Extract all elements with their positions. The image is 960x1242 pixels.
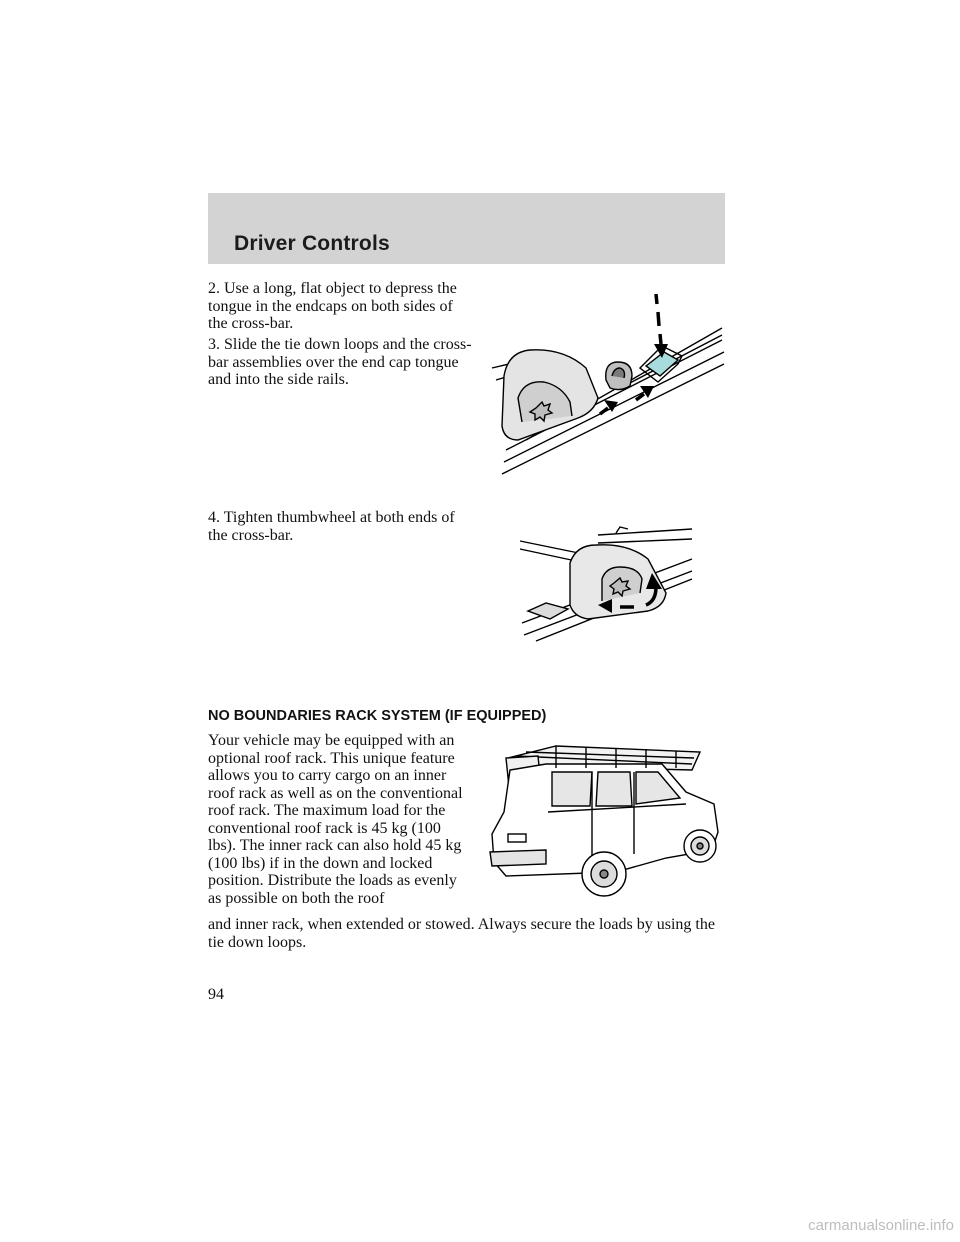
step-3-text: 3. Slide the tie down loops and the cross-bar assemblies over the end cap tongue and into the side rails. [208, 336, 472, 388]
suv-roof-rack-illustration [486, 742, 726, 902]
section-heading: NO BOUNDARIES RACK SYSTEM (IF EQUIPPED) [208, 708, 547, 724]
thumbwheel-illustration [516, 523, 696, 643]
rack-description-text: Your vehicle may be equipped with an optional roof rack. This unique feature allows you to carry cargo on an inner roof rack as well as on the conventional roof rack. The maximum load for the conventional roof rack is 45 kg (100 lbs). The inner rack can also hold 45 kg (100 lbs) if in the down and locked position. Distribute the loads as evenly as possible on both the roof [208, 732, 463, 907]
step-2-text: 2. Use a long, flat object to depress the tongue in the endcaps on both sides of the cross-bar. [208, 280, 457, 332]
step-4-text: 4. Tighten thumbwheel at both ends of the cross-bar. [208, 509, 455, 544]
section-title: Driver Controls [234, 232, 390, 255]
page-number: 94 [208, 986, 224, 1003]
watermark-text: carmanualsonline.info [808, 1217, 954, 1234]
rack-description-continued-text: and inner rack, when extended or stowed. Always secure the loads by using the tie down loops. [208, 916, 715, 951]
endcap-crossbar-illustration [486, 290, 726, 485]
